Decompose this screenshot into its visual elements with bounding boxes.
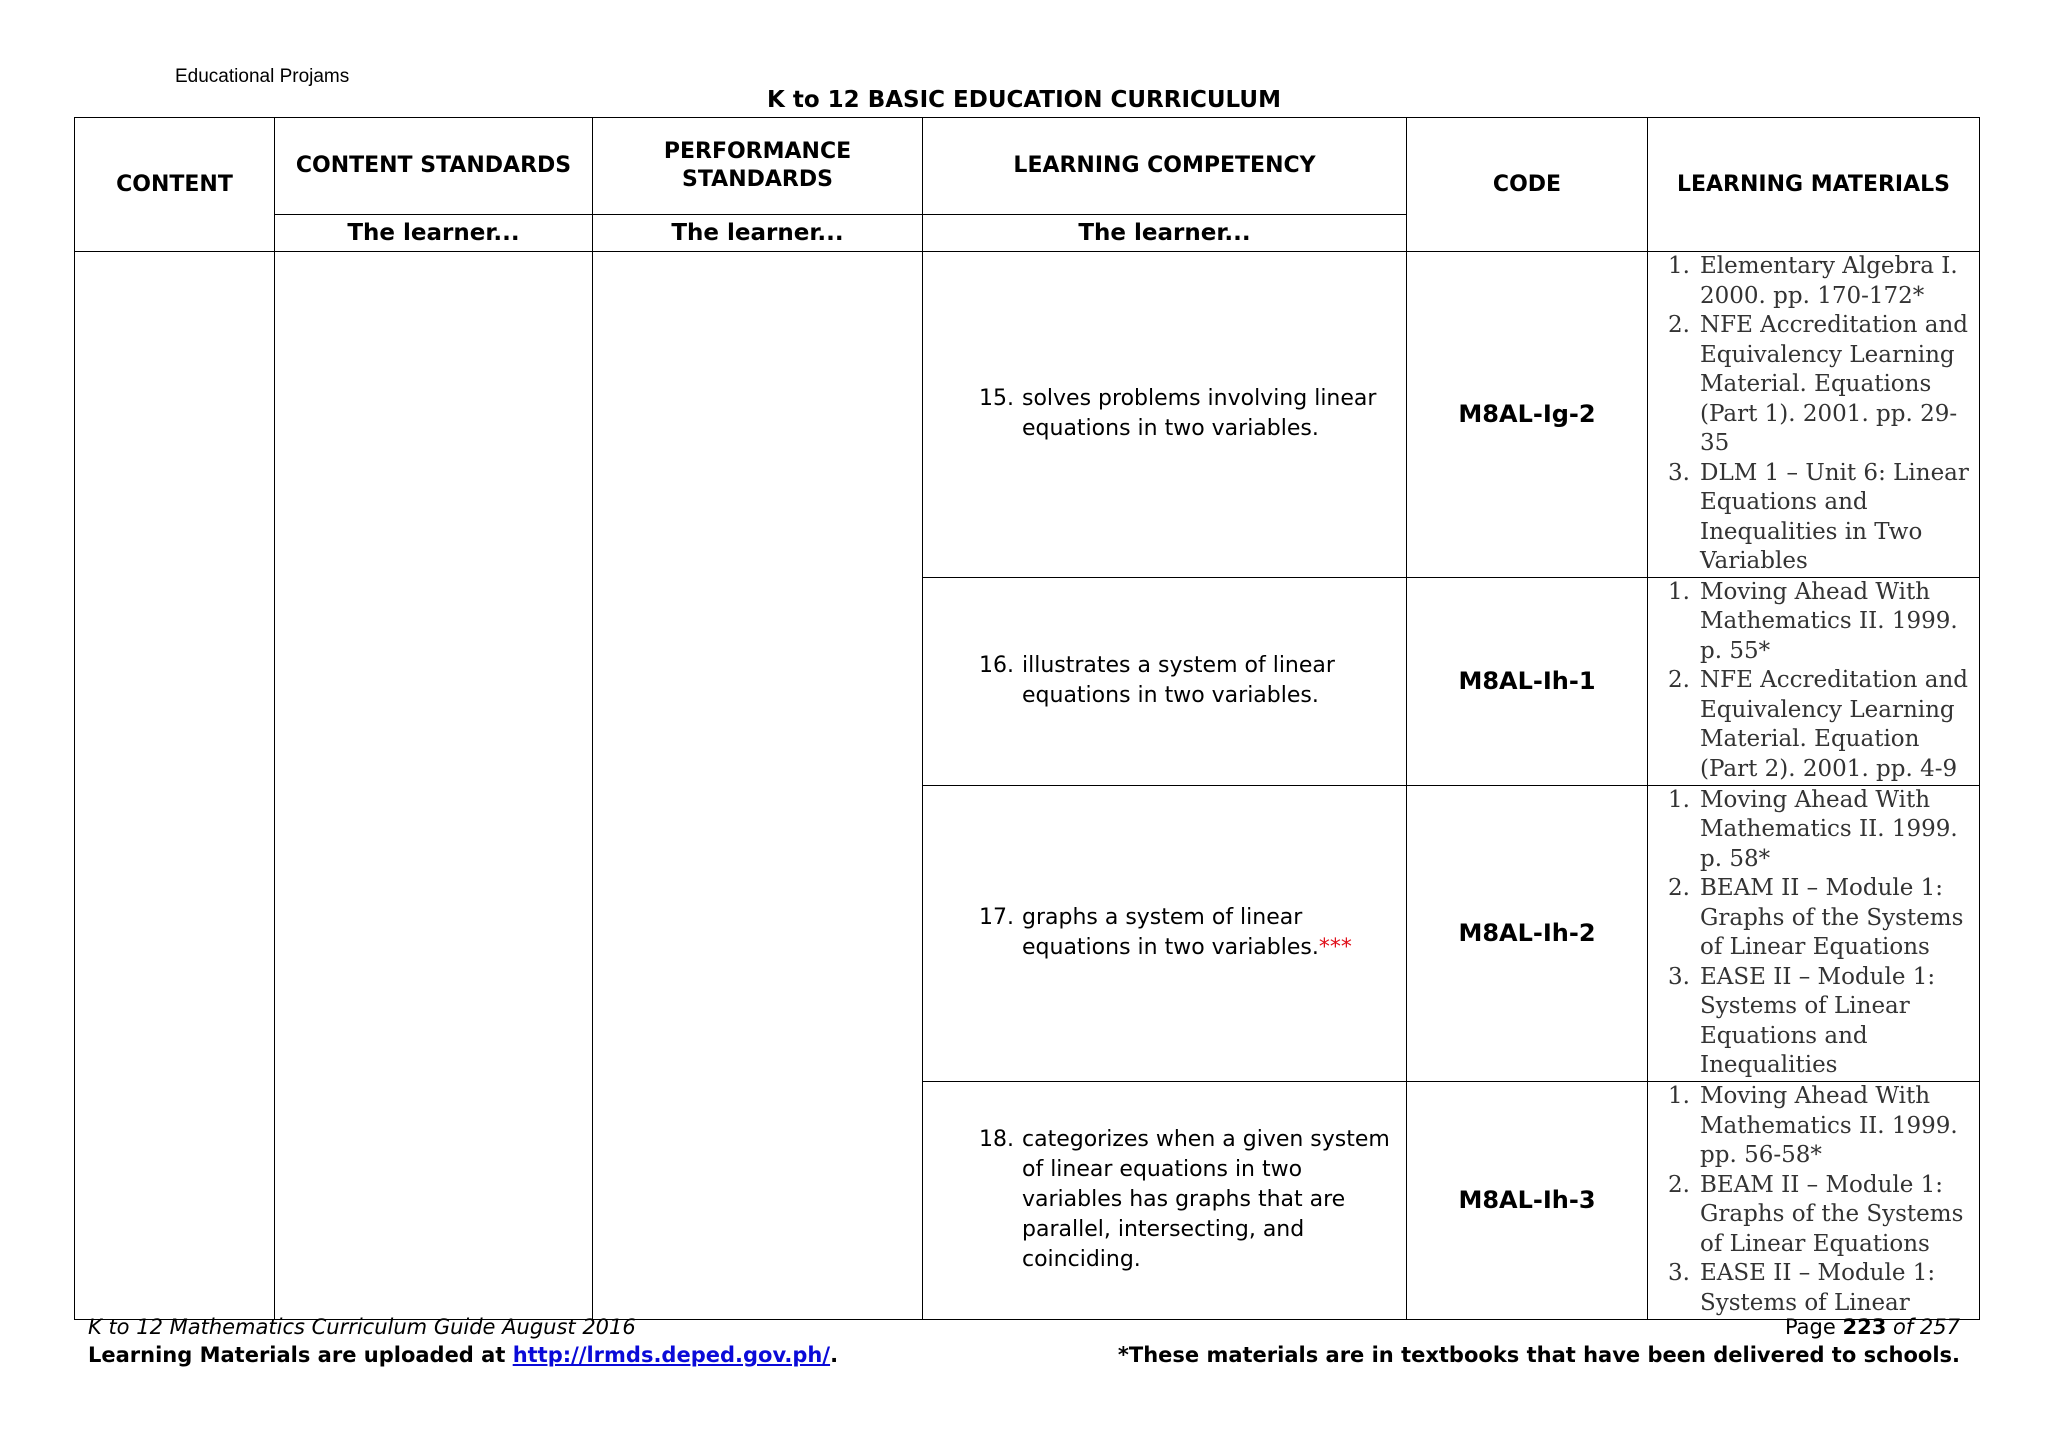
competency-number: 17. bbox=[979, 905, 1014, 930]
footer-lm-suffix: . bbox=[830, 1343, 839, 1367]
footer-guide-title: K to 12 Mathematics Curriculum Guide August 2016 bbox=[88, 1315, 636, 1339]
footer-note: *These materials are in textbooks that have been delivered to schools. bbox=[1117, 1343, 1960, 1367]
competency-cell bbox=[923, 577, 1407, 785]
competency-text: graphs a system of linear equations in two variables. bbox=[1022, 905, 1319, 960]
document-title: K to 12 BASIC EDUCATION CURRICULUM bbox=[767, 87, 1281, 113]
competency-text: categorizes when a given system of linear equations in two variables has graphs that are parallel, intersecting, and coinciding. bbox=[1022, 1127, 1390, 1272]
competency-cell bbox=[923, 1081, 1407, 1319]
materials-cell bbox=[1648, 252, 1980, 578]
competency-cell bbox=[923, 785, 1407, 1081]
code-cell: M8AL-Ih-3 bbox=[1407, 1081, 1648, 1319]
header-learner-performance-standards: The learner... bbox=[593, 215, 923, 252]
competency-number: 18. bbox=[979, 1127, 1014, 1152]
header-performance-standards: PERFORMANCE STANDARDS bbox=[593, 118, 923, 215]
header-learner-learning-competency: The learner... bbox=[923, 215, 1407, 252]
header-content: CONTENT bbox=[75, 118, 275, 252]
list-item: 2. BEAM II – Module 1: Graphs of the Systems of Linear Equations bbox=[1668, 875, 1964, 960]
materials-cell bbox=[1648, 577, 1980, 785]
competency-number: 15. bbox=[979, 386, 1014, 412]
competency-number: 16. bbox=[979, 653, 1014, 678]
code-cell: M8AL-Ih-1 bbox=[1407, 577, 1648, 785]
footer-lm-prefix: Learning Materials are uploaded at bbox=[88, 1343, 513, 1367]
materials-cell bbox=[1648, 785, 1980, 1081]
list-item: 3. DLM 1 – Unit 6: Linear Equations and Inequalities in Two Variables bbox=[1668, 459, 1969, 574]
list-item: 3. EASE II – Module 1: Systems of Linear bbox=[1668, 1260, 1936, 1316]
list-item: 1. Moving Ahead With Mathematics II. 1999. p. 55* bbox=[1668, 578, 1958, 664]
list-item: 2. BEAM II – Module 1: Graphs of the Systems of Linear Equations bbox=[1668, 1171, 1964, 1257]
code-cell: M8AL-Ih-2 bbox=[1407, 785, 1648, 1081]
list-item: 3. EASE II – Module 1: Systems of Linear Equations and Inequalities bbox=[1668, 963, 1936, 1078]
list-item: 1. Moving Ahead With Mathematics II. 1999. p. 58* bbox=[1668, 786, 1958, 872]
curriculum-table bbox=[74, 117, 1980, 1320]
competency-stars: *** bbox=[1318, 935, 1352, 960]
watermark-text: Educational Projams bbox=[175, 66, 350, 87]
materials-cell bbox=[1648, 1081, 1980, 1319]
content-cell bbox=[75, 252, 275, 1320]
footer-left bbox=[88, 1313, 838, 1369]
content-standards-cell bbox=[275, 252, 593, 1320]
competency-cell bbox=[923, 252, 1407, 578]
list-item: 1. Elementary Algebra I. 2000. pp. 170-172* bbox=[1668, 253, 1958, 309]
footer-lm-line bbox=[88, 1341, 838, 1369]
page-number: Page 223 of 257 bbox=[1784, 1315, 1960, 1339]
list-item: 2. NFE Accreditation and Equivalency Learning Material. Equations (Part 1). 2001. pp. 29-35 bbox=[1668, 312, 1969, 456]
header-code: CODE bbox=[1407, 118, 1648, 252]
table-row bbox=[75, 252, 1980, 578]
list-item: 2. NFE Accreditation and Equivalency Learning Material. Equation (Part 2). 2001. pp. 4-9 bbox=[1668, 667, 1969, 782]
performance-standards-cell bbox=[593, 252, 923, 1320]
header-learning-materials: LEARNING MATERIALS bbox=[1648, 118, 1980, 252]
header-content-standards: CONTENT STANDARDS bbox=[275, 118, 593, 215]
competency-text: illustrates a system of linear equations in two variables. bbox=[1022, 653, 1335, 708]
code-cell: M8AL-Ig-2 bbox=[1407, 252, 1648, 578]
lrmds-link[interactable]: http://lrmds.deped.gov.ph/ bbox=[512, 1343, 831, 1367]
footer-right bbox=[1118, 1313, 1960, 1369]
competency-text: solves problems involving linear equations in two variables. bbox=[1022, 386, 1377, 442]
header-learning-competency: LEARNING COMPETENCY bbox=[923, 118, 1407, 215]
list-item: 1. Moving Ahead With Mathematics II. 1999. pp. 56-58* bbox=[1668, 1083, 1958, 1168]
header-learner-content-standards: The learner... bbox=[275, 215, 593, 252]
